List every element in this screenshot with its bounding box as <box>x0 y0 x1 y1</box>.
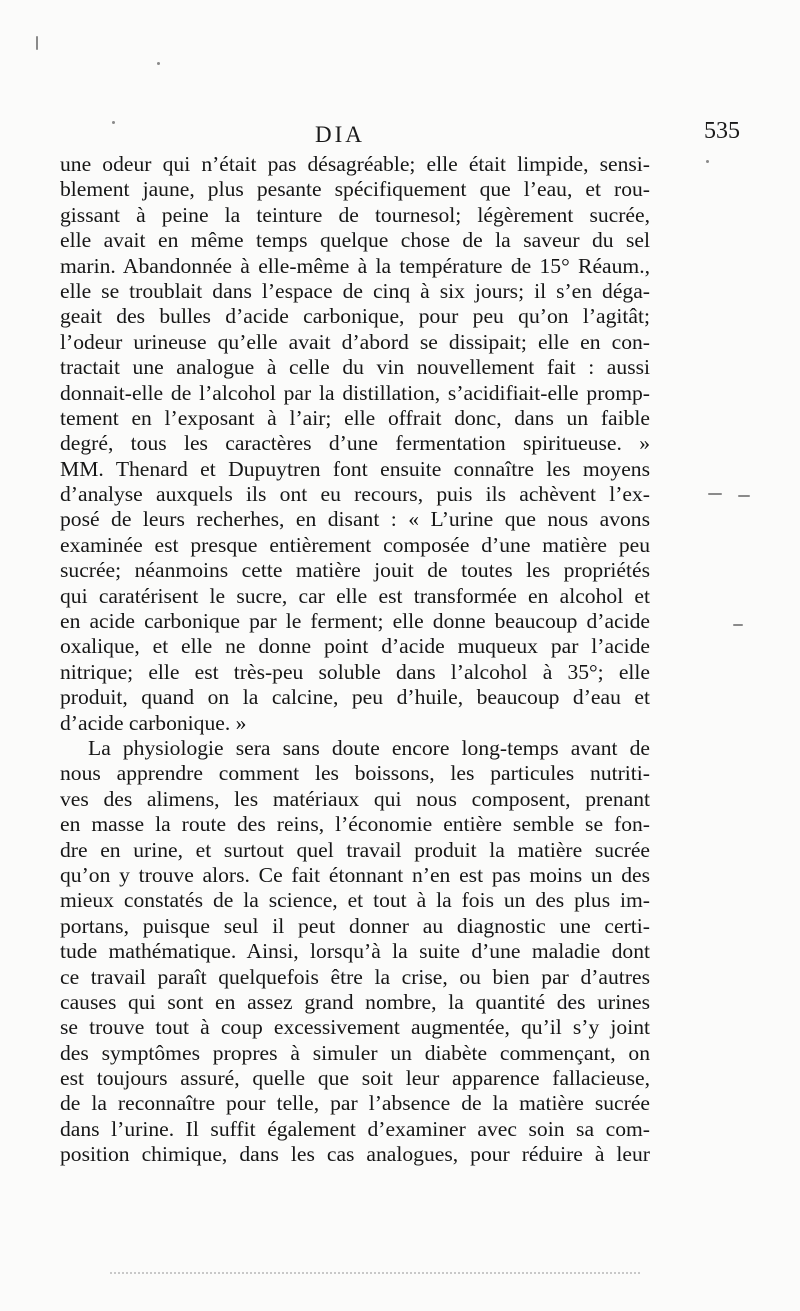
text-line: ves des alimens, les matériaux qui nous composent, prenant <box>60 786 650 811</box>
text-line: qu’on y trouve alors. Ce fait étonnant n’en est pas moins un des <box>60 862 650 887</box>
text-line: dans l’urine. Il suffit également d’examiner avec soin sa com- <box>60 1116 650 1141</box>
scan-speck <box>738 495 750 497</box>
text-line: sucrée; néanmoins cette matière jouit de toutes les propriétés <box>60 558 650 583</box>
paragraph-1 <box>60 152 650 736</box>
text-line: degré, tous les caractères d’une fermentation spiritueuse. » <box>60 431 650 456</box>
text-line: oxalique, et elle ne donne point d’acide muqueux par l’acide <box>60 634 650 659</box>
text-line: La physiologie sera sans doute encore long-temps avant de <box>88 735 650 760</box>
body-text <box>60 152 650 1168</box>
text-line: en masse la route des reins, l’économie entière semble se fon- <box>60 812 650 837</box>
bottom-scan-artifact <box>110 1272 640 1280</box>
text-line: geait des bulles d’acide carbonique, pour peu qu’on l’agitât; <box>60 304 650 329</box>
text-line: d’analyse auxquels ils ont eu recours, puis ils achèvent l’ex- <box>60 482 650 507</box>
paragraph-2 <box>60 736 650 1168</box>
scan-speck <box>706 160 709 163</box>
scan-speck <box>157 62 160 65</box>
text-line: donnait-elle de l’alcohol par la distillation, s’acidifiait-elle promp- <box>60 380 650 405</box>
text-line: elle avait en même temps quelque chose de la saveur du sel <box>60 228 650 253</box>
text-line: posé de leurs recherhes, en disant : « L’urine que nous avons <box>60 507 650 532</box>
text-line: d’acide carbonique. » <box>60 710 247 735</box>
scan-speck <box>36 36 38 50</box>
scan-speck <box>708 493 722 495</box>
text-line: nitrique; elle est très-peu soluble dans l’alcohol à 35°; elle <box>60 659 650 684</box>
text-line: examinée est presque entièrement composée d’une matière peu <box>60 532 650 557</box>
text-line: produit, quand on la calcine, peu d’huile, beaucoup d’eau et <box>60 685 650 710</box>
text-line: gissant à peine la teinture de tournesol; légèrement sucrée, <box>60 202 650 227</box>
text-line: nous apprendre comment les boissons, les particules nutriti- <box>60 761 650 786</box>
text-line: portans, puisque seul il peut donner au diagnostic une certi- <box>60 913 650 938</box>
text-line: tude mathématique. Ainsi, lorsqu’à la suite d’une maladie dont <box>60 939 650 964</box>
scan-speck <box>112 121 115 124</box>
text-line: mieux constatés de la science, et tout à la fois un des plus im- <box>60 888 650 913</box>
text-line: de la reconnaître pour telle, par l’absence de la matière sucrée <box>60 1091 650 1116</box>
text-line: des symptômes propres à simuler un diabète commençant, on <box>60 1040 650 1065</box>
text-line: ce travail paraît quelquefois être la crise, ou bien par d’autres <box>60 964 650 989</box>
text-line: se trouve tout à coup excessivement augmentée, qu’il s’y joint <box>60 1015 650 1040</box>
text-line: blement jaune, plus pesante spécifiquement que l’eau, et rou- <box>60 177 650 202</box>
text-line: l’odeur urineuse qu’elle avait d’abord se dissipait; elle en con- <box>60 329 650 354</box>
text-line: tement en l’exposant à l’air; elle offrait donc, dans un faible <box>60 405 650 430</box>
text-line: position chimique, dans les cas analogues, pour réduire à leur <box>60 1142 650 1167</box>
text-line: qui caratérisent le sucre, car elle est transformée en alcohol et <box>60 583 650 608</box>
page-number: 535 <box>704 118 740 144</box>
text-line: marin. Abandonnée à elle-même à la température de 15° Réaum., <box>60 253 650 278</box>
text-line: tractait une analogue à celle du vin nouvellement fait : aussi <box>60 355 650 380</box>
text-line: MM. Thenard et Dupuytren font ensuite connaître les moyens <box>60 456 650 481</box>
text-line: en acide carbonique par le ferment; elle donne beaucoup d’acide <box>60 609 650 634</box>
running-head: DIA <box>315 122 365 147</box>
text-line: causes qui sont en assez grand nombre, la quantité des urines <box>60 989 650 1014</box>
text-line: elle se troublait dans l’espace de cinq à six jours; il s’en déga- <box>60 278 650 303</box>
scan-speck <box>733 624 743 626</box>
text-line: une odeur qui n’était pas désagréable; elle était limpide, sensi- <box>60 152 650 176</box>
text-line: est toujours assuré, quelle que soit leur apparence fallacieuse, <box>60 1066 650 1091</box>
text-line: dre en urine, et surtout quel travail produit la matière sucrée <box>60 837 650 862</box>
